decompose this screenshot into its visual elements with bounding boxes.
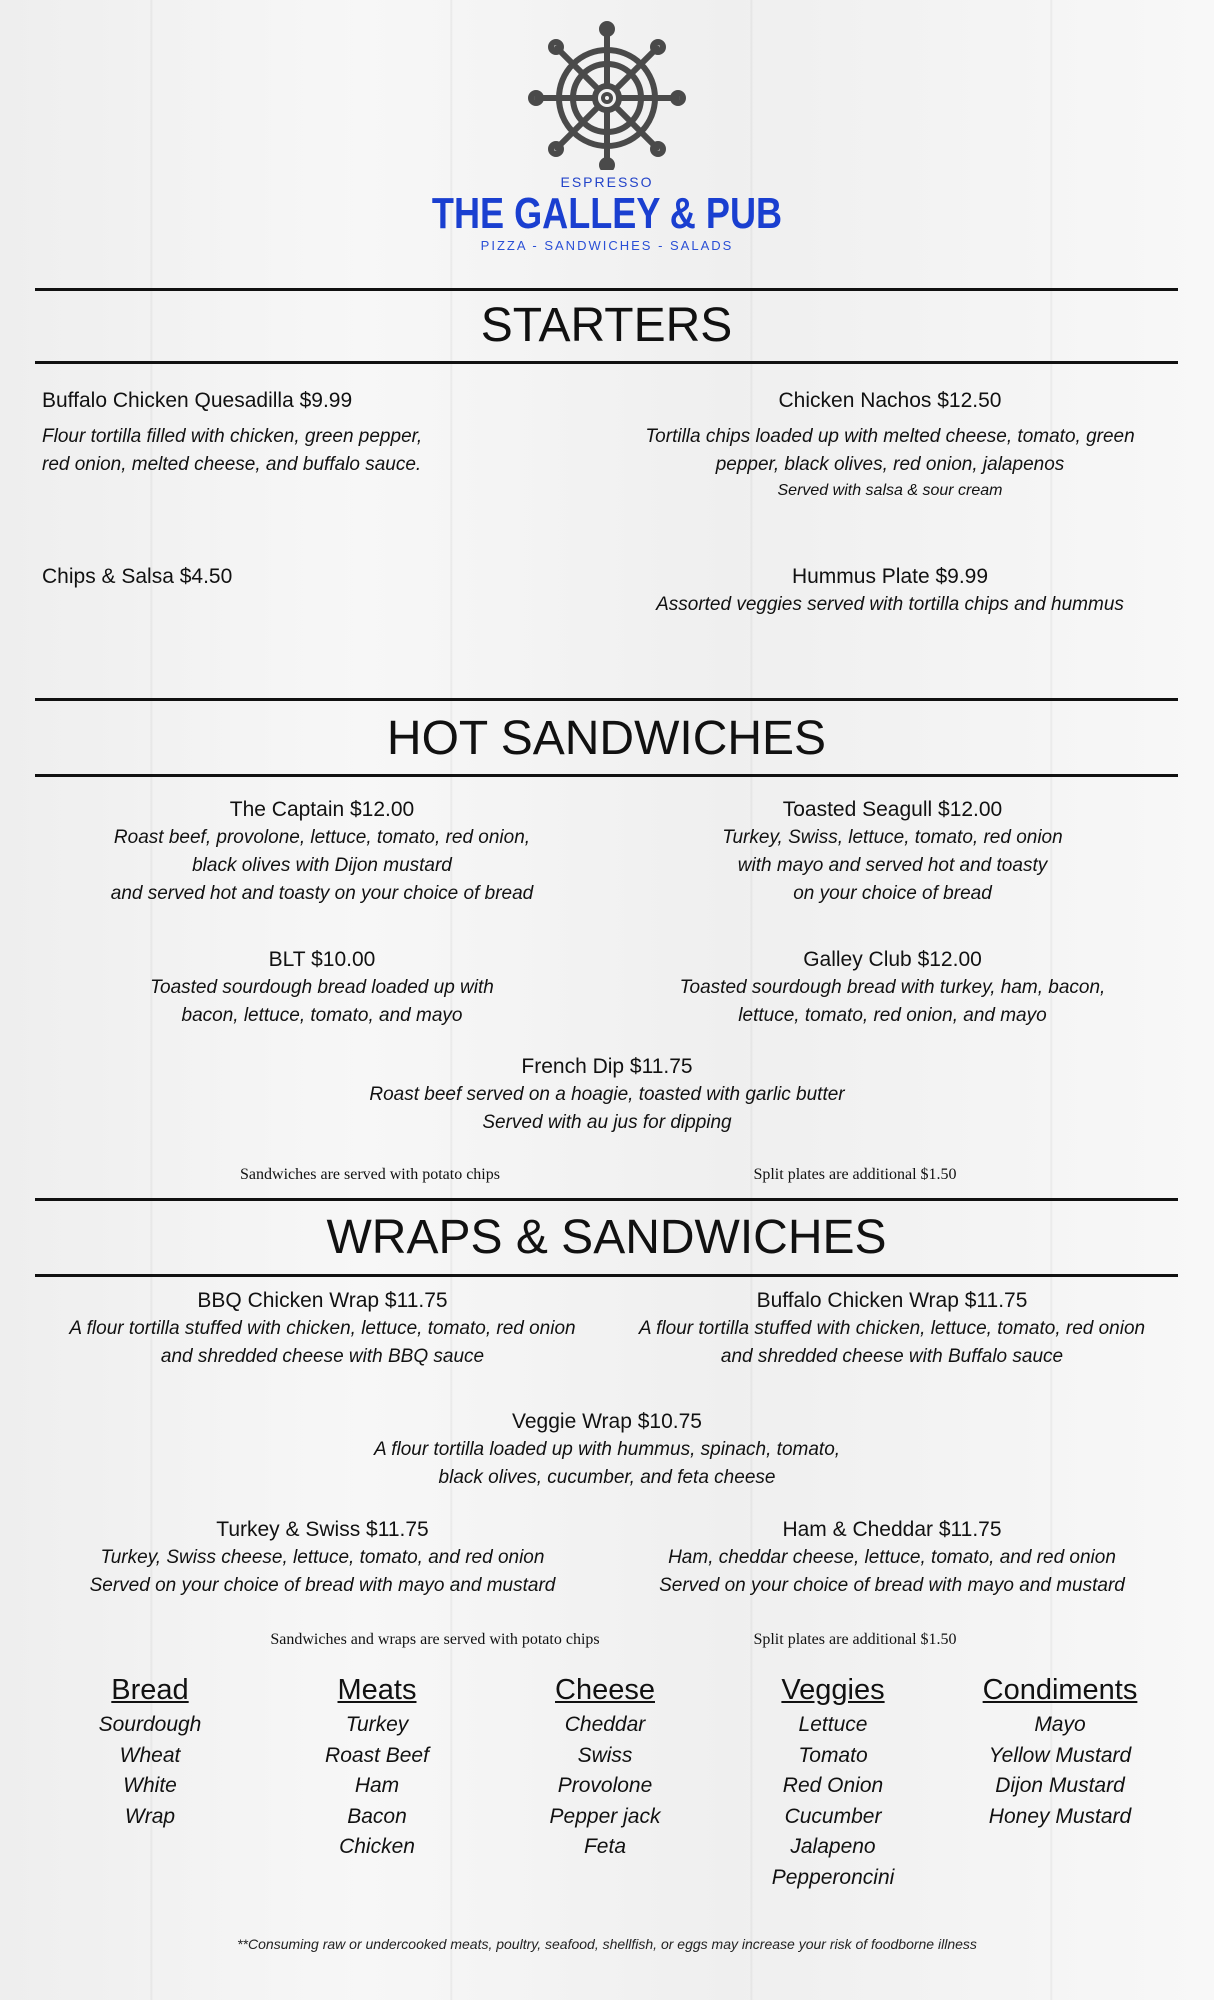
item-desc: with mayo and served hot and toasty	[737, 855, 1048, 876]
item-desc: Turkey, Swiss cheese, lettuce, tomato, and red onion	[100, 1547, 545, 1568]
list-item: Wrap	[124, 1804, 176, 1828]
item-desc: Toasted sourdough bread with turkey, ham, bacon,	[679, 977, 1106, 998]
menu-item	[307, 1408, 907, 1492]
item-desc: on your choice of bread	[793, 883, 992, 904]
item-name: BLT $10.00	[268, 948, 376, 971]
divider	[35, 698, 1178, 701]
divider	[35, 1198, 1178, 1201]
column-heading: Meats	[337, 1674, 417, 1706]
item-name: French Dip $11.75	[521, 1055, 693, 1078]
options-column-bread	[50, 1670, 250, 1832]
list-item: Turkey	[345, 1713, 409, 1736]
item-desc: and served hot and toasty on your choice of bread	[110, 883, 534, 904]
menu-item	[42, 563, 562, 591]
divider	[35, 774, 1178, 777]
item-note: Served with salsa & sour cream	[777, 482, 1003, 499]
list-item: Yellow Mustard	[988, 1743, 1132, 1767]
column-heading: Veggies	[781, 1674, 885, 1706]
section-title-starters: STARTERS	[480, 299, 733, 352]
menu-item	[610, 796, 1175, 908]
list-item: Chicken	[339, 1835, 415, 1858]
item-desc: Roast beef, provolone, lettuce, tomato, red onion,	[113, 827, 531, 848]
item-name: Toasted Seagull $12.00	[782, 798, 1003, 821]
item-name: Buffalo Chicken Wrap $11.75	[756, 1289, 1028, 1312]
list-item: Feta	[583, 1835, 627, 1858]
list-item: Honey Mustard	[988, 1804, 1132, 1828]
list-item: Cheddar	[564, 1713, 646, 1736]
menu-item	[307, 1053, 907, 1137]
menu-item	[42, 387, 562, 479]
item-desc: Served on your choice of bread with mayo and mustard	[89, 1575, 556, 1596]
brand-tagline-top: ESPRESSO	[560, 174, 654, 190]
item-desc: and shredded cheese with BBQ sauce	[160, 1346, 485, 1367]
item-desc: pepper, black olives, red onion, jalapenos	[715, 454, 1065, 475]
item-desc: Turkey, Swiss, lettuce, tomato, red onion	[722, 827, 1063, 848]
item-name: BBQ Chicken Wrap $11.75	[197, 1289, 448, 1312]
column-heading: Cheese	[555, 1674, 655, 1706]
legal-disclaimer: **Consuming raw or undercooked meats, poultry, seafood, shellfish, or eggs may increase your risk of foodborne illness	[237, 1936, 977, 1952]
list-item: Roast Beef	[325, 1743, 429, 1767]
item-desc: black olives with Dijon mustard	[192, 855, 452, 876]
brand-logo	[0, 20, 1214, 253]
item-name: Veggie Wrap $10.75	[512, 1410, 702, 1433]
list-item: Bacon	[347, 1804, 407, 1828]
list-item: White	[123, 1774, 177, 1797]
item-name: Buffalo Chicken Quesadilla $9.99	[42, 389, 353, 412]
list-item: Mayo	[1034, 1713, 1086, 1736]
item-desc: black olives, cucumber, and feta cheese	[438, 1467, 776, 1488]
list-item: Red Onion	[782, 1774, 884, 1797]
item-desc: and shredded cheese with Buffalo sauce	[720, 1346, 1064, 1367]
list-item: Pepperoncini	[771, 1865, 895, 1889]
menu-item	[40, 1287, 605, 1371]
item-desc: lettuce, tomato, red onion, and mayo	[738, 1005, 1047, 1026]
item-desc: Flour tortilla filled with chicken, green pepper,	[42, 426, 423, 447]
list-item: Provolone	[557, 1774, 653, 1797]
ship-wheel-icon	[522, 20, 692, 170]
item-desc: bacon, lettuce, tomato, and mayo	[181, 1005, 463, 1026]
divider	[35, 288, 1178, 291]
footnote-split: Split plates are additional $1.50	[753, 1166, 957, 1183]
list-item: Sourdough	[98, 1713, 202, 1736]
options-column-cheese	[505, 1670, 705, 1863]
column-heading: Bread	[111, 1674, 189, 1706]
item-name: Chips & Salsa $4.50	[42, 565, 233, 588]
menu-item	[610, 946, 1175, 1030]
item-name: Galley Club $12.00	[803, 948, 982, 971]
item-desc: Served on your choice of bread with mayo and mustard	[659, 1575, 1125, 1596]
menu-item	[607, 1516, 1177, 1600]
brand-name: THE GALLEY & PUB	[431, 189, 783, 238]
footnote-split: Split plates are additional $1.50	[753, 1631, 957, 1648]
item-desc: A flour tortilla stuffed with chicken, lettuce, tomato, red onion	[69, 1318, 576, 1339]
item-name: Chicken Nachos $12.50	[778, 389, 1002, 412]
item-desc: Roast beef served on a hoagie, toasted with garlic butter	[369, 1084, 845, 1105]
item-desc: A flour tortilla loaded up with hummus, spinach, tomato,	[373, 1439, 841, 1460]
item-desc: A flour tortilla stuffed with chicken, lettuce, tomato, red onion	[638, 1318, 1146, 1339]
footnote-chips: Sandwiches and wraps are served with potato chips	[270, 1631, 600, 1648]
list-item: Wheat	[119, 1743, 181, 1767]
options-column-veggies	[733, 1670, 933, 1893]
item-desc: Served with au jus for dipping	[482, 1112, 732, 1133]
list-item: Lettuce	[798, 1713, 868, 1736]
menu-item	[600, 563, 1180, 619]
item-desc: Tortilla chips loaded up with melted cheese, tomato, green	[645, 426, 1135, 447]
column-heading: Condiments	[982, 1674, 1138, 1706]
divider	[35, 361, 1178, 364]
menu-item	[600, 387, 1180, 503]
section-title-hot-sandwiches: HOT SANDWICHES	[386, 712, 827, 765]
list-item: Pepper jack	[549, 1804, 661, 1828]
item-desc: red onion, melted cheese, and buffalo sauce.	[42, 454, 422, 475]
item-desc: Toasted sourdough bread loaded up with	[150, 977, 494, 998]
footnote-chips: Sandwiches are served with potato chips	[240, 1166, 500, 1183]
list-item: Dijon Mustard	[995, 1774, 1125, 1797]
menu-item	[42, 946, 602, 1030]
item-name: Ham & Cheddar $11.75	[782, 1518, 1002, 1541]
menu-item	[40, 1516, 605, 1600]
list-item: Swiss	[577, 1743, 633, 1767]
list-item: Tomato	[798, 1743, 868, 1767]
options-column-condiments	[960, 1670, 1160, 1832]
divider	[35, 1274, 1178, 1277]
brand-subtitle: PIZZA - SANDWICHES - SALADS	[480, 238, 734, 253]
item-desc: Assorted veggies served with tortilla chips and hummus	[656, 594, 1124, 615]
item-name: Hummus Plate $9.99	[791, 565, 989, 588]
list-item: Cucumber	[784, 1804, 882, 1828]
menu-item	[607, 1287, 1177, 1371]
item-name: Turkey & Swiss $11.75	[216, 1518, 429, 1541]
item-name: The Captain $12.00	[229, 798, 415, 821]
item-desc: Ham, cheddar cheese, lettuce, tomato, and red onion	[668, 1547, 1116, 1568]
options-column-meats	[277, 1670, 477, 1863]
list-item: Jalapeno	[790, 1835, 876, 1858]
section-title-wraps: WRAPS & SANDWICHES	[326, 1211, 887, 1264]
list-item: Ham	[354, 1774, 400, 1797]
menu-item	[42, 796, 602, 908]
